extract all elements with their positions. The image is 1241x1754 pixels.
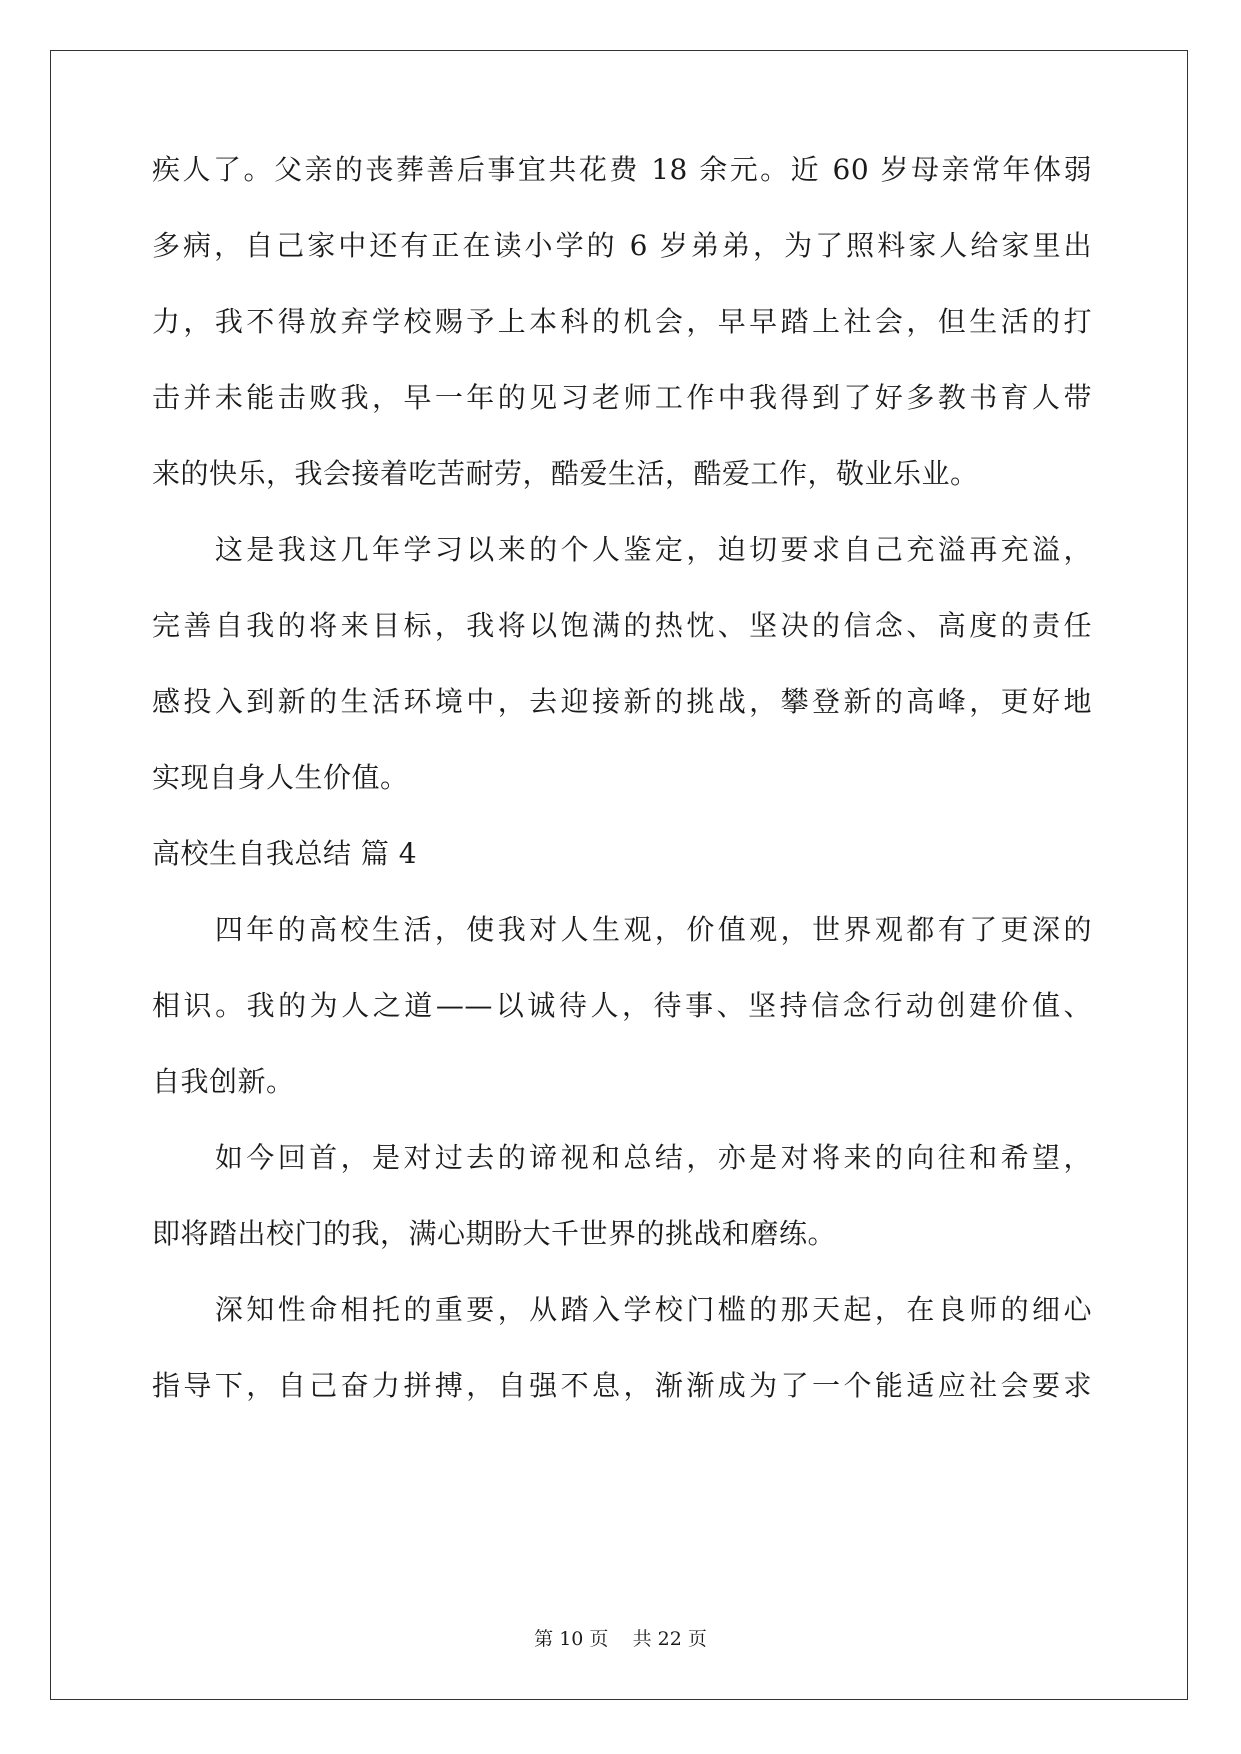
text-line: 深知性命相托的重要，从踏入学校门槛的那天起，在良师的细心 bbox=[152, 1293, 1092, 1326]
text-line: 力，我不得放弃学校赐予上本科的机会，早早踏上社会，但生活的打 bbox=[152, 305, 1092, 338]
text-line: 完善自我的将来目标，我将以饱满的热忱、坚决的信念、高度的责任 bbox=[152, 609, 1092, 642]
text-line: 指导下，自己奋力拼搏，自强不息，渐渐成为了一个能适应社会要求 bbox=[152, 1369, 1092, 1402]
text-line: 如今回首，是对过去的谛视和总结，亦是对将来的向往和希望， bbox=[152, 1141, 1092, 1174]
text-line: 多病，自己家中还有正在读小学的 6 岁弟弟，为了照料家人给家里出 bbox=[152, 229, 1092, 262]
text-line: 即将踏出校门的我，满心期盼大千世界的挑战和磨练。 bbox=[152, 1217, 837, 1250]
text-line: 来的快乐，我会接着吃苦耐劳，酷爱生活，酷爱工作，敬业乐业。 bbox=[152, 457, 979, 490]
text-line: 自我创新。 bbox=[152, 1065, 295, 1098]
page-footer: 第 10 页 共 22 页 bbox=[534, 1628, 707, 1650]
text-line: 疾人了。父亲的丧葬善后事宜共花费 18 余元。近 60 岁母亲常年体弱 bbox=[152, 153, 1092, 186]
section-heading: 高校生自我总结 篇 4 bbox=[152, 837, 418, 870]
text-line: 四年的高校生活，使我对人生观，价值观，世界观都有了更深的 bbox=[152, 913, 1092, 946]
page-border bbox=[50, 50, 1188, 1700]
text-line: 击并未能击败我，早一年的见习老师工作中我得到了好多教书育人带 bbox=[152, 381, 1092, 414]
text-line: 相识。我的为人之道——以诚待人，待事、坚持信念行动创建价值、 bbox=[152, 989, 1092, 1022]
text-line: 这是我这几年学习以来的个人鉴定，迫切要求自己充溢再充溢， bbox=[152, 533, 1092, 566]
text-line: 实现自身人生价值。 bbox=[152, 761, 409, 794]
text-line: 感投入到新的生活环境中，去迎接新的挑战，攀登新的高峰，更好地 bbox=[152, 685, 1092, 718]
